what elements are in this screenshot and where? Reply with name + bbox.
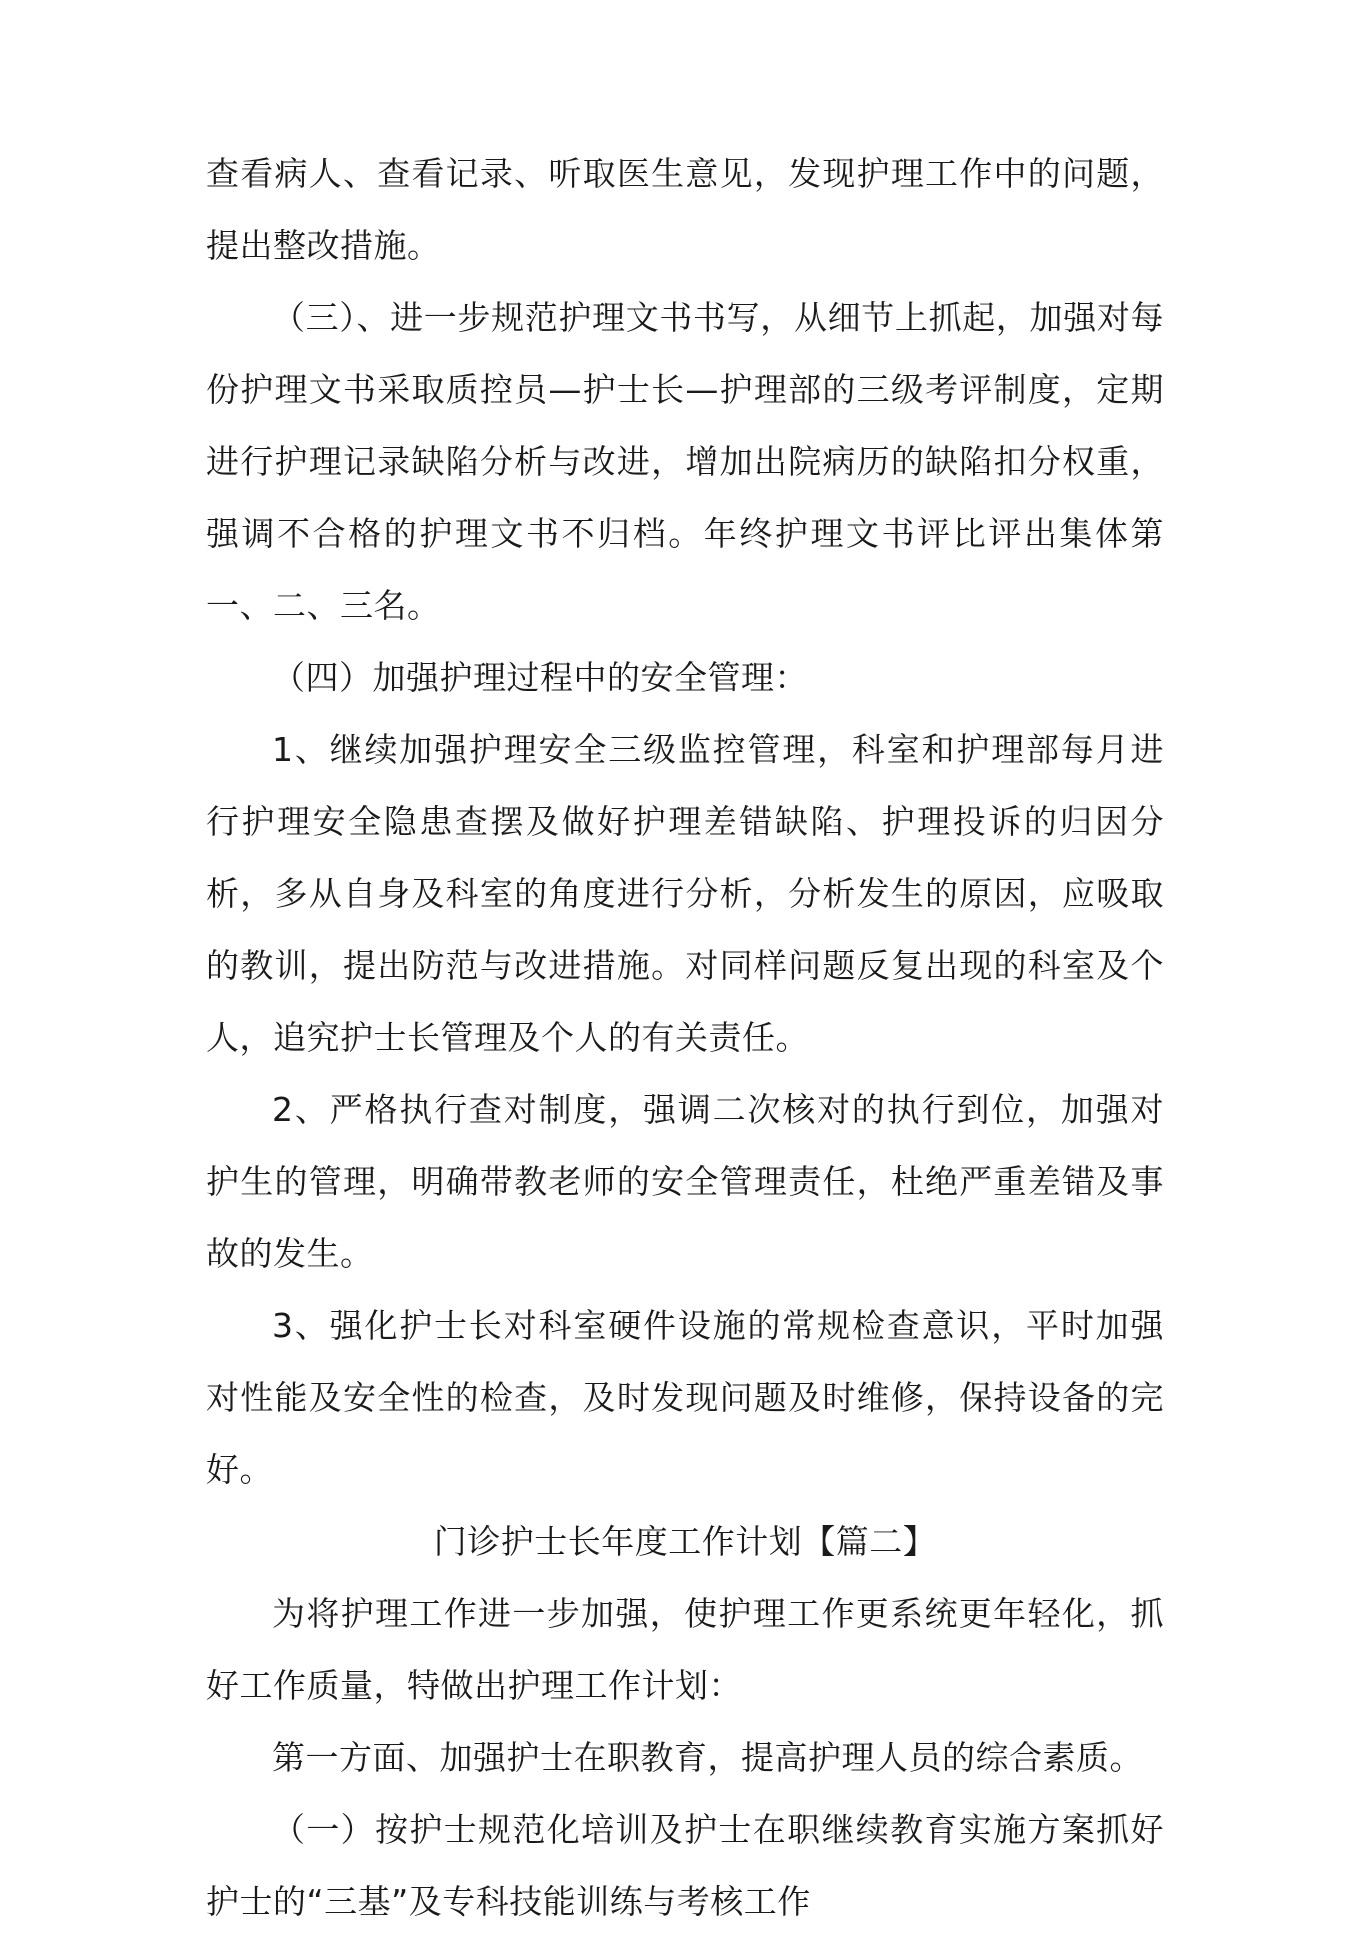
section-title: 门诊护士长年度工作计划【篇二】 [433, 1522, 937, 1561]
document-body [206, 138, 1164, 1938]
paragraph-subitem-one: （一）按护士规范化培训及护士在职继续教育实施方案抓好护士的“三基”及专科技能训练与考核工作 [206, 1810, 1164, 1921]
paragraph-intro: 为将护理工作进一步加强，使护理工作更系统更年轻化，抓好工作质量，特做出护理工作计划： [206, 1594, 1164, 1705]
paragraph-section-four-heading: （四）加强护理过程中的安全管理： [272, 658, 808, 697]
paragraph-section-three: （三）、进一步规范护理文书书写，从细节上抓起，加强对每份护理文书采取质控员—护士长—护理部的三级考评制度，定期进行护理记录缺陷分析与改进，增加出院病历的缺陷扣分权重，强调不合格的护理文书不归档。年终护理文书评比评出集体第一、二、三名。 [206, 298, 1164, 625]
paragraph-item-3: 3、强化护士长对科室硬件设施的常规检查意识，平时加强对性能及安全性的检查，及时发现问题及时维修，保持设备的完好。 [206, 1306, 1164, 1489]
paragraph-continuation: 查看病人、查看记录、听取医生意见，发现护理工作中的问题，提出整改措施。 [206, 154, 1164, 265]
paragraph-aspect-one: 第一方面、加强护士在职教育，提高护理人员的综合素质。 [272, 1738, 1143, 1777]
paragraph-item-2: 2、严格执行查对制度，强调二次核对的执行到位，加强对护生的管理，明确带教老师的安全管理责任，杜绝严重差错及事故的发生。 [206, 1090, 1164, 1273]
paragraph-item-1: 1、继续加强护理安全三级监控管理，科室和护理部每月进行护理安全隐患查摆及做好护理差错缺陷、护理投诉的归因分析，多从自身及科室的角度进行分析，分析发生的原因，应吸取的教训，提出防范与改进措施。对同样问题反复出现的科室及个人，追究护士长管理及个人的有关责任。 [206, 730, 1164, 1057]
